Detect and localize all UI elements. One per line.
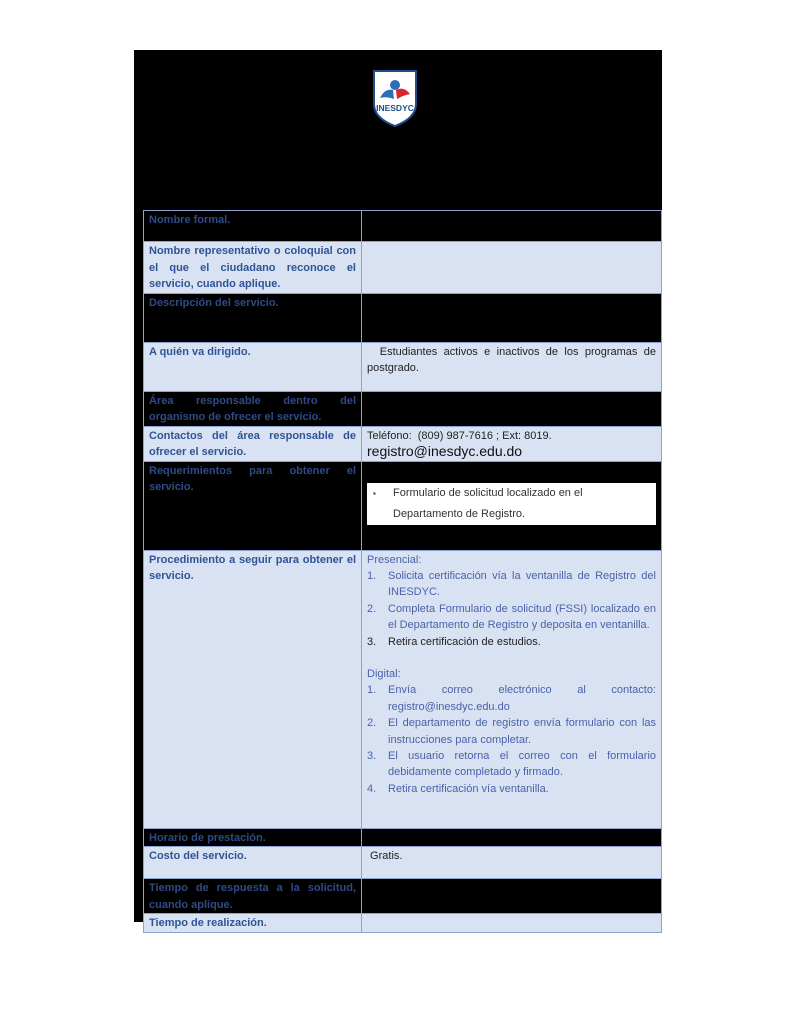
presencial-step: 1. Solicita certificación vía la ventanilla de Registro del INESDYC. [367, 569, 656, 599]
logo-text: INESDYC [376, 103, 414, 113]
value-contactos [362, 426, 662, 461]
label-area-responsable: Área responsable dentro del organismo de ofrecer el servicio. [144, 391, 362, 426]
row-descripcion [144, 293, 662, 342]
label-procedimiento: Procedimiento a seguir para obtener el servicio. [144, 550, 362, 828]
row-nombre-formal [144, 211, 662, 242]
row-procedimiento [144, 550, 662, 828]
label-descripcion: Descripción del servicio. [144, 293, 362, 342]
row-a-quien-va-dirigido [144, 342, 662, 391]
row-contactos [144, 426, 662, 461]
label-contactos: Contactos del área responsable de ofrecer el servicio. [144, 426, 362, 461]
value-descripcion [362, 293, 662, 342]
contact-phone: Teléfono: (809) 987-7616 ; Ext: 8019. [367, 429, 552, 442]
procedure-presencial [367, 552, 656, 798]
value-procedimiento [362, 550, 662, 828]
digital-step: 1. Envía correo electrónico al contacto: registro@inesdyc.edu.do [367, 684, 656, 713]
label-costo: Costo del servicio. [144, 847, 362, 879]
row-nombre-representativo [144, 242, 662, 294]
label-tiempo-respuesta: Tiempo de respuesta a la solicitud, cuando aplique. [144, 879, 362, 914]
row-horario [144, 828, 662, 847]
row-tiempo-respuesta [144, 879, 662, 914]
requirement-text: Formulario de solicitud localizado en el Departamento de Registro. [393, 486, 583, 520]
label-nombre-representativo: Nombre representativo o coloquial con el que el ciudadano reconoce el servicio, cuando aplique. [144, 242, 362, 294]
square-bullet-icon: ▪ [373, 488, 376, 498]
service-table [143, 210, 662, 933]
requirements-box [367, 483, 656, 525]
row-costo [144, 847, 662, 879]
row-tiempo-realizacion [144, 914, 662, 933]
digital-step: 4. Retira certificación vía ventanilla. [367, 782, 549, 795]
requirement-item [373, 483, 652, 525]
digital-step: 2. El departamento de registro envía formulario con las instrucciones para completar. [367, 717, 656, 746]
digital-heading: Digital: [367, 667, 401, 680]
label-horario: Horario de prestación. [144, 828, 362, 847]
value-horario [362, 828, 662, 847]
contact-email[interactable]: registro@inesdyc.edu.do [367, 443, 523, 459]
row-area-responsable [144, 391, 662, 426]
label-tiempo-realizacion: Tiempo de realización. [144, 914, 362, 933]
value-a-quien: Estudiantes activos e inactivos de los programas de postgrado. [362, 342, 662, 391]
value-requerimientos [362, 461, 662, 550]
label-nombre-formal: Nombre formal. [144, 211, 362, 242]
value-tiempo-realizacion [362, 914, 662, 933]
row-requerimientos [144, 461, 662, 550]
presencial-step: 3. Retira certificación de estudios. [367, 635, 541, 648]
label-a-quien: A quién va dirigido. [144, 342, 362, 391]
inesdyc-logo [371, 68, 419, 128]
value-costo: Gratis. [362, 847, 662, 879]
presencial-step: 2. Completa Formulario de solicitud (FSSI) localizado en el Departamento de Registro y deposita en ventanilla. [367, 602, 656, 632]
value-nombre-representativo [362, 242, 662, 294]
presencial-heading: Presencial: [367, 553, 422, 566]
value-nombre-formal [362, 211, 662, 242]
digital-step: 3. El usuario retorna el correo con el formulario debidamente completado y firmado. [367, 749, 656, 779]
value-area-responsable [362, 391, 662, 426]
value-tiempo-respuesta [362, 879, 662, 914]
document-page [134, 50, 662, 929]
label-requerimientos: Requerimientos para obtener el servicio. [144, 461, 362, 550]
